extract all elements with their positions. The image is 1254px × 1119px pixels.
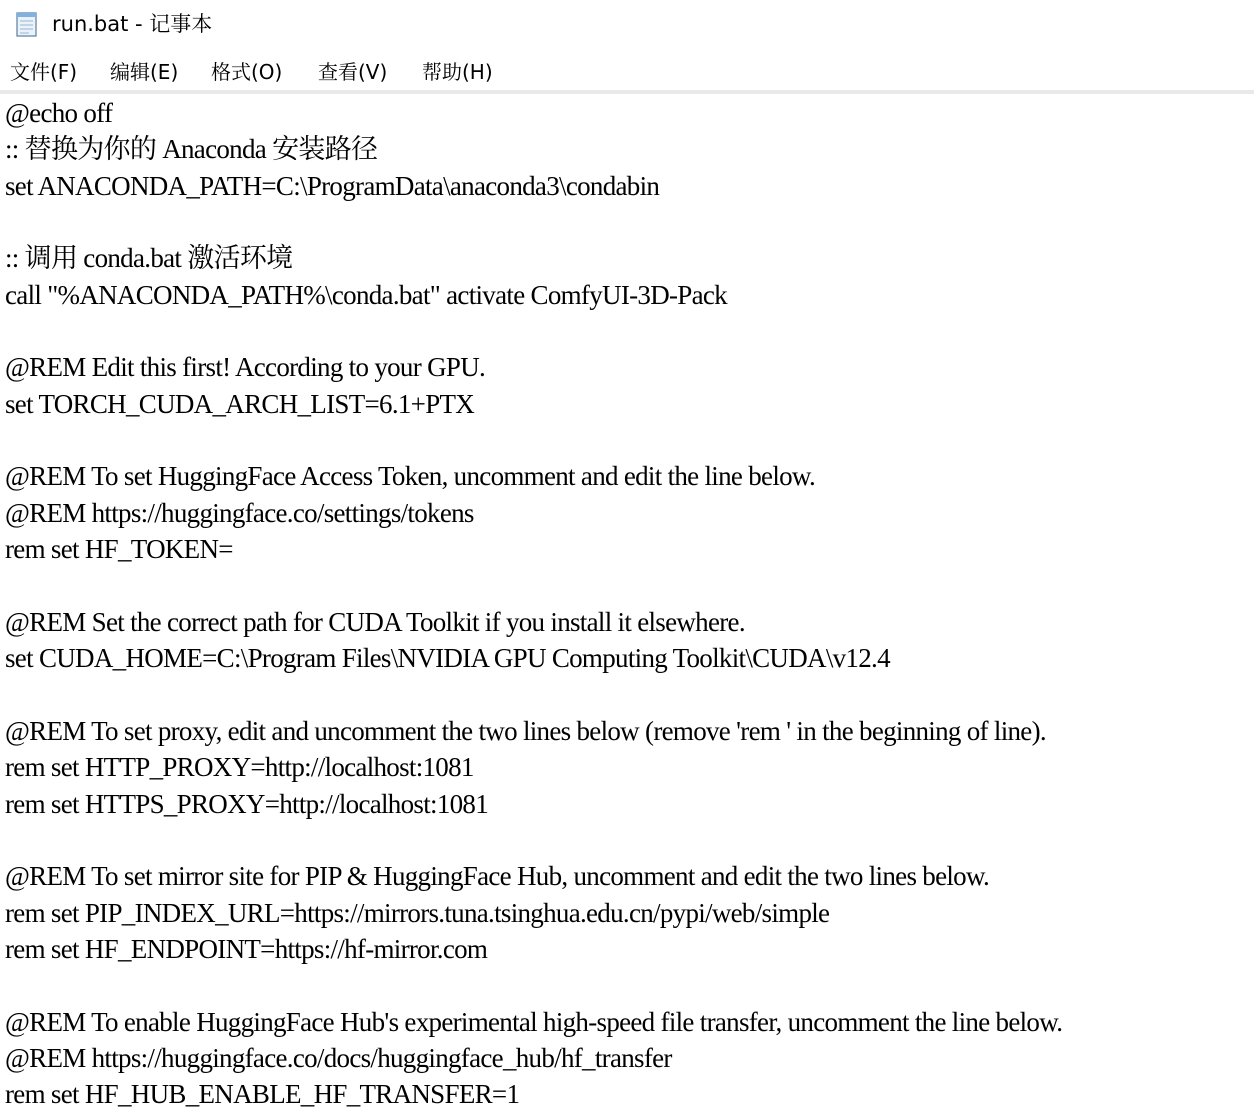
editor-line: @echo off xyxy=(5,98,113,128)
editor-line xyxy=(5,313,1062,349)
editor-line: rem set HF_ENDPOINT=https://hf-mirror.com xyxy=(5,933,488,964)
editor-line: :: 替换为你的 Anaconda 安装路径 xyxy=(5,134,378,165)
editor-line: rem set HTTPS_PROXY=http://localhost:1081 xyxy=(5,788,489,819)
editor-line: :: 调用 conda.bat 激活环境 xyxy=(5,243,293,274)
title-bar[interactable] xyxy=(0,0,1254,50)
menu-view[interactable]: 查看(V) xyxy=(318,60,388,84)
editor-line: @REM https://huggingface.co/docs/huggingface_hub/hf_transfer xyxy=(5,1042,672,1073)
text-editor[interactable] xyxy=(0,94,1254,1119)
editor-line: @REM https://huggingface.co/settings/tokens xyxy=(5,497,474,528)
menu-edit[interactable]: 编辑(E) xyxy=(110,60,179,84)
editor-line xyxy=(5,422,1062,458)
editor-line xyxy=(5,822,1062,858)
editor-line: call "%ANACONDA_PATH%\conda.bat" activate ComfyUI-3D-Pack xyxy=(5,279,727,310)
window-title: run.bat - 记事本 xyxy=(52,12,213,36)
editor-line: rem set HF_HUB_ENABLE_HF_TRANSFER=1 xyxy=(5,1079,520,1110)
menu-bar xyxy=(0,54,1254,90)
editor-line: @REM To enable HuggingFace Hub's experimental high-speed file transfer, uncomment the line below. xyxy=(5,1006,1063,1037)
editor-line: rem set HTTP_PROXY=http://localhost:1081 xyxy=(5,752,474,783)
editor-line: @REM To set HuggingFace Access Token, uncomment and edit the line below. xyxy=(5,461,816,492)
editor-line: @REM To set proxy, edit and uncomment the two lines below (remove 'rem ' in the beginning of line). xyxy=(5,715,1046,746)
editor-line: @REM Edit this first! According to your GPU. xyxy=(5,352,486,383)
editor-line: set CUDA_HOME=C:\Program Files\NVIDIA GPU Computing Toolkit\CUDA\v12.4 xyxy=(5,643,890,674)
editor-line: set ANACONDA_PATH=C:\ProgramData\anaconda3\condabin xyxy=(5,170,660,201)
menu-format[interactable]: 格式(O) xyxy=(211,60,283,84)
menu-help[interactable]: 帮助(H) xyxy=(422,60,493,84)
editor-line: @REM Set the correct path for CUDA Toolkit if you install it elsewhere. xyxy=(5,606,745,637)
editor-line: rem set PIP_INDEX_URL=https://mirrors.tuna.tsinghua.edu.cn/pypi/web/simple xyxy=(5,897,830,928)
editor-line: set TORCH_CUDA_ARCH_LIST=6.1+PTX xyxy=(5,388,475,419)
editor-line xyxy=(5,677,1062,713)
editor-line xyxy=(5,967,1062,1003)
editor-line xyxy=(5,204,1062,240)
notepad-icon[interactable] xyxy=(14,10,40,38)
editor-line: @REM To set mirror site for PIP & HuggingFace Hub, uncomment and edit the two lines below. xyxy=(5,861,990,892)
editor-line xyxy=(5,567,1062,603)
menu-file[interactable]: 文件(F) xyxy=(10,60,78,84)
editor-line: rem set HF_TOKEN= xyxy=(5,534,233,565)
editor-lines xyxy=(5,95,1062,1113)
